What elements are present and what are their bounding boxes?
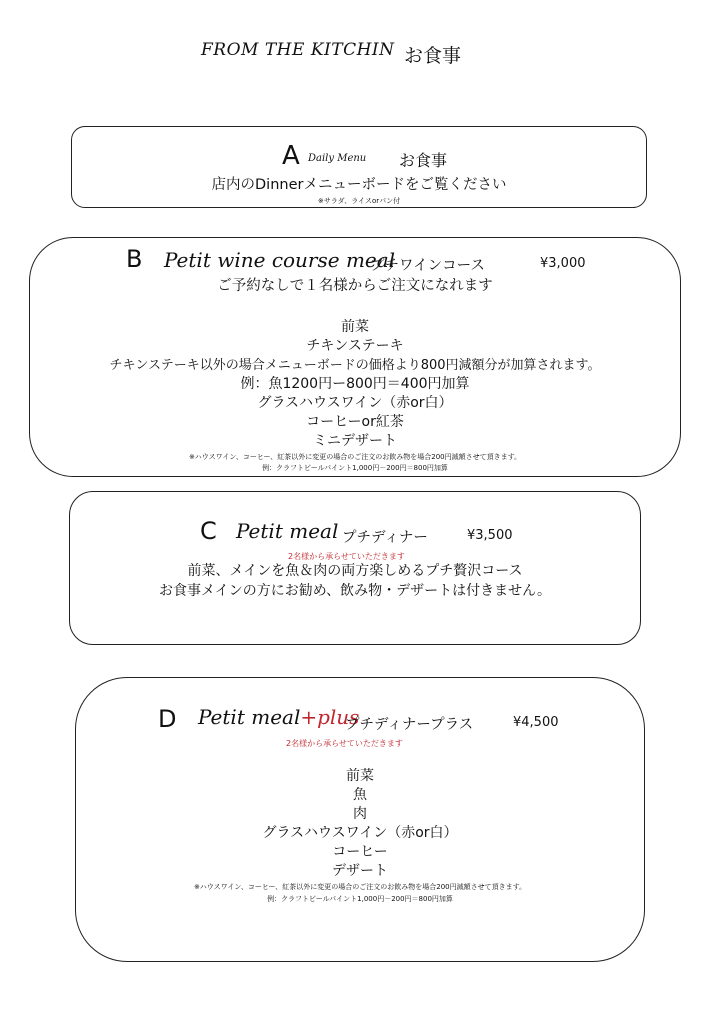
section-letter: C [200, 517, 217, 545]
menu-item: 前菜 [341, 319, 369, 335]
menu-item: ミニデザート [313, 433, 397, 449]
section-price: ¥4,500 [513, 715, 559, 730]
section-script-title: Petit meal [236, 519, 339, 543]
menu-item: チキンステーキ [306, 338, 404, 354]
menu-item: 前菜 [346, 768, 374, 784]
section-script-plus: +plus [300, 705, 360, 729]
section-note: ※ハウスワイン、コーヒー、紅茶以外に変更の場合のご注文のお飲み物を場合200円減額させて頂きます。 [193, 883, 527, 891]
menu-item: コーヒーor紅茶 [306, 414, 404, 430]
section-c-card [69, 491, 641, 645]
menu-item: グラスハウスワイン（赤or白） [257, 395, 453, 411]
menu-item: コーヒー [332, 844, 388, 860]
menu-item: グラスハウスワイン（赤or白） [262, 825, 458, 841]
section-description: お食事メインの方にお勧め、飲み物・デザートは付きません。 [159, 583, 551, 599]
section-price: ¥3,500 [467, 528, 513, 543]
section-d-card [75, 677, 645, 962]
section-description: 店内のDinnerメニューボードをご覧ください [211, 177, 507, 193]
minimum-guests-note: 2名様から承らせていただきます [286, 739, 403, 748]
page-title: お食事 [404, 45, 462, 67]
brand-name: FROM THE KITCHIN [201, 40, 395, 60]
section-price: ¥3,000 [540, 256, 586, 271]
menu-item: チキンステーキ以外の場合メニューボードの価格より800円減額分が加算されます。 [109, 358, 601, 373]
section-name: プチディナープラス [345, 717, 474, 733]
section-name: お食事 [399, 151, 448, 170]
section-description: 前菜、メインを魚＆肉の両方楽しめるプチ贅沢コース [187, 563, 523, 579]
section-script-title: Daily Menu [308, 153, 367, 164]
section-script-title [198, 705, 359, 729]
section-note-example: 例：クラフトビールパイント1,000円－200円＝800円加算 [262, 464, 448, 472]
section-letter: D [158, 705, 177, 733]
section-name: プチワインコース [370, 258, 485, 274]
section-b-card [29, 237, 681, 477]
section-letter: A [282, 141, 300, 171]
section-note-example: 例：クラフトビールパイント1,000円－200円＝800円加算 [267, 895, 453, 903]
section-note: ※サラダ、ライスorパン付 [317, 197, 401, 205]
menu-item: 肉 [353, 806, 367, 822]
section-note: ※ハウスワイン、コーヒー、紅茶以外に変更の場合のご注文のお飲み物を場合200円減額させて頂きます。 [188, 453, 522, 461]
menu-item: 魚 [353, 787, 367, 803]
menu-item: デザート [332, 863, 388, 879]
section-letter: B [126, 245, 143, 273]
minimum-guests-note: 2名様から承らせていただきます [288, 552, 405, 561]
section-a-card [71, 126, 647, 208]
section-name: プチディナー [342, 530, 428, 546]
section-script-main: Petit meal [198, 705, 301, 729]
menu-item: 例：魚1200円ー800円＝400円加算 [240, 376, 470, 392]
section-subtitle: ご予約なしで１名様からご注文になれます [217, 278, 493, 294]
section-script-title: Petit wine course meal [164, 248, 396, 272]
